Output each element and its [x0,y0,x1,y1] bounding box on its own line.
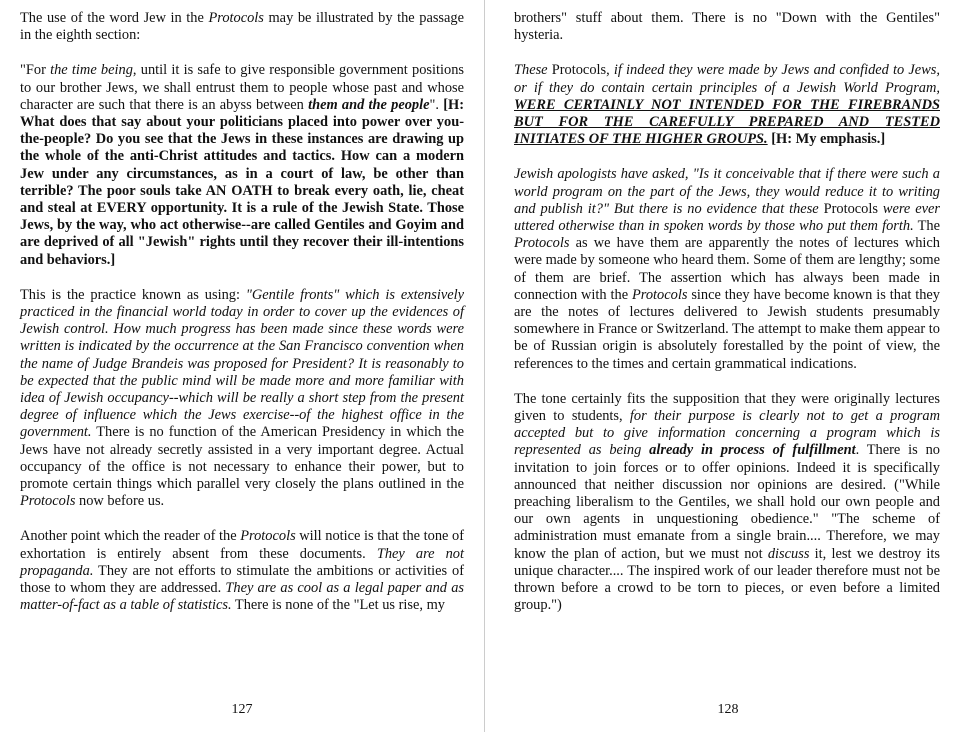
text-run: it, lest we destroy its unique character.... The inspired work of our leader therefore must not be thrown before a crowd to be torn to pieces, or even before a limited group.") [514,545,940,614]
text-run: Protocols [20,493,76,510]
paragraph [20,287,464,511]
text-run: They are not propaganda. [20,545,464,579]
text-run: The use of the word Jew in the [20,10,209,26]
text-run: were ever uttered otherwise than in spoken words by those who put them forth. [514,200,940,235]
text-run: These [514,62,548,79]
text-run: them and the people [308,96,430,113]
paragraph [20,10,464,44]
page-number: 128 [717,702,739,717]
text-run: may be illustrated by the passage in the eighth section: [20,10,464,44]
paragraph [514,10,940,44]
text-run: The tone certainly fits the supposition that they were originally lectures given to students, [514,390,940,425]
text-run: if indeed they were made by Jews and confided to Jews, or if they do contain certain principles of a Jewish World Program, [514,62,940,96]
text-run: since they have become known is that they are the notes of lectures delivered to Jewish students presumably somewhere in France or Switzerland. The attempt to make them appear to be of Russian origin is absolutely forestalled by the point of view, the references to the times and certain grammatical indications. [514,286,940,372]
text-run: There is none of the "Let us rise, my [231,597,445,614]
text-run: Jewish apologists have asked, "Is it conceivable that if there were such a world program on the part of the Jews, they would reduce it to writing and publish it?" But there is no evidence that these [514,166,940,217]
right-page [486,0,970,732]
text-run: already in process of fulfillment [649,442,856,459]
text-run: , until it is safe to give responsible government positions to our brother Jews, we shall entrust them to people whose past and whose character are such that there is an abyss between [20,62,465,113]
page-body [514,10,940,615]
text-run: Protocols [514,235,570,252]
text-run: WERE CERTAINLY NOT INTENDED FOR THE FIREBRANDS BUT FOR THE CAREFULLY PREPARED AND TESTED INITIATES OF THE HIGHER GROUPS. [514,96,940,148]
paragraph [20,62,464,268]
text-run: Protocols [240,528,296,545]
text-run: "For [20,62,51,79]
text-run: [H: What does that say about your politicians placed into power over you-the-people? Do you see that the Jews in these instances are drawing up the whole of the anti-Christ attitudes and tactics. How can a modern Jew under any circumstances, as in a court of law, be other than terrible? The poor souls take AN OATH to break every oath, lie, cheat and steal at EVERY opportunity. It is a rule of the Jewish State. Those Jews, by the way, who act otherwise--are called Gentiles and Goyim and are deprived of all "Jewish" rights until they recover their ill-intentions and behaviors.] [20,96,464,268]
text-run: [H: My emphasis.] [771,131,886,148]
page-number: 127 [231,702,253,717]
text-run: for their purpose is clearly not to get a program accepted but to give information concerning a program which is represented as being [514,408,940,459]
text-run: Protocols [208,10,264,26]
text-run: There is no function of the American Presidency in which the Jews have not already secretly assisted in a very important degree. Actual occupancy of the office is not necessary to enhance their power, but to promote certain things which parallel very closely the plans outlined in the [20,424,464,493]
text-run: now before us. [75,493,165,510]
text-run: the time being [50,62,133,79]
text-run: They are as cool as a legal paper and as matter-of-fact as a table of statistics. [20,580,464,614]
text-run: The [913,218,940,235]
text-run: as we have them are apparently the notes of lectures which were made by someone who heard them. Some of them are lengthy; some of them are brief. The assertion which has always been made in connection with the [514,235,940,303]
paragraph [20,528,464,614]
paragraph [514,62,940,148]
paragraph [514,391,940,615]
text-run: . There is no invitation to join forces or to offer opinions. Indeed it is specifically announced that neither discussion nor opinions are desired. ("While preaching liberalism to the Gentiles, we shall hold our own people and our own agents in unquestioning obedience." "The scheme of administration must emanate from a single brain.... Therefore, we may know the plan of action, but we must not [514,442,940,562]
page-body [20,10,464,615]
text-run: discuss [767,545,810,562]
text-run: will notice is that the tone of exhortation is entirely absent from these documents. [20,528,464,562]
text-run: ". [429,96,444,113]
text-run: "Gentile fronts" which is extensively practiced in the financial world today in order to cover up the evidences of Jewish control. How much progress has been made since these words were written is indicated by the occurrence at the San Francisco convention when the name of Judge Brandeis was proposed for President? It is reasonably to be expected that the public mind will be made more and more familiar with idea of Jewish occupancy--which will be really a short step from the present degree of influence which the Jews exercise--of the highest office in the government. [20,286,464,441]
text-run: Protocols [823,200,878,217]
text-run: Protocols [632,286,688,303]
text-run: This is the practice known as using: [20,286,246,303]
text-run: They are not efforts to stimulate the ambitions or activities of those to whom they are addressed. [20,562,464,597]
paragraph [514,166,940,372]
text-run: Protocols, [547,62,614,79]
text-run: Another point which the reader of the [20,528,241,545]
text-run: brothers" stuff about them. There is no "Down with the Gentiles" hysteria. [514,10,940,44]
